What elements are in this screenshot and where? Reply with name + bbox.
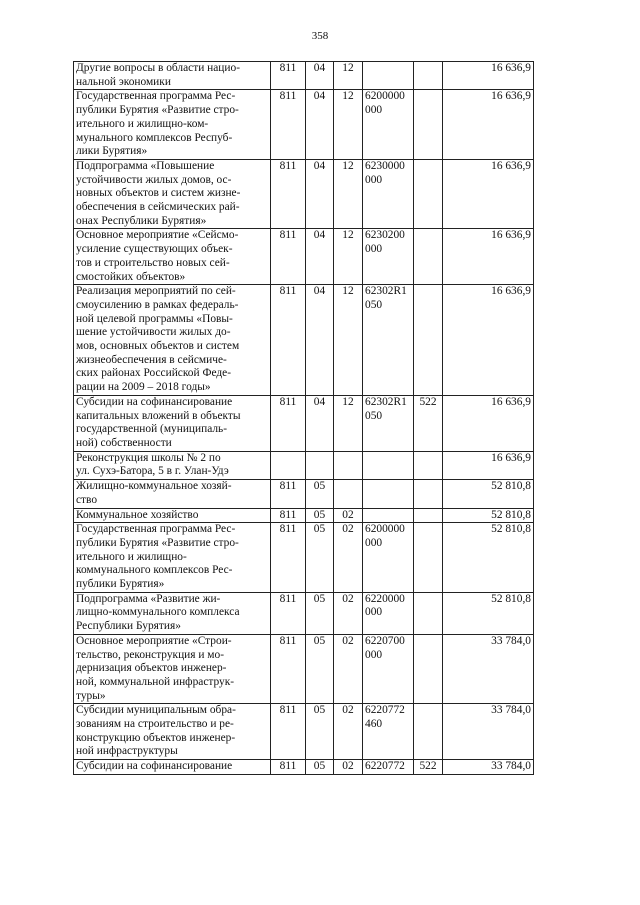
table-row — [74, 523, 534, 593]
cell-cs — [363, 480, 414, 508]
cell-vr — [414, 508, 443, 523]
cell-sum: 16 636,9 — [443, 395, 534, 451]
table-row — [74, 395, 534, 451]
cell-pr: 12 — [334, 229, 363, 285]
table-row — [74, 704, 534, 760]
cell-gr — [271, 451, 306, 479]
cell-rz: 04 — [306, 229, 334, 285]
cell-gr: 811 — [271, 523, 306, 593]
cell-name: Государственная программа Рес- публики Бурятия «Развитие стро- ительного и жилищно- коммунального комплексов Рес- публики Бурятия» — [74, 523, 271, 593]
table-row — [74, 592, 534, 634]
cell-rz: 04 — [306, 159, 334, 229]
cell-cs: 6230000 000 — [363, 159, 414, 229]
cell-pr — [334, 451, 363, 479]
cell-name: Государственная программа Рес- публики Бурятия «Развитие стро- ительного и жилищно-ком- мунального комплексов Респуб- лики Бурятия» — [74, 90, 271, 160]
budget-table-body — [74, 62, 534, 775]
cell-pr: 12 — [334, 159, 363, 229]
cell-pr: 02 — [334, 523, 363, 593]
cell-pr: 02 — [334, 592, 363, 634]
table-row — [74, 760, 534, 775]
cell-sum: 52 810,8 — [443, 592, 534, 634]
cell-rz: 05 — [306, 508, 334, 523]
cell-vr — [414, 634, 443, 704]
cell-rz: 05 — [306, 634, 334, 704]
cell-vr — [414, 704, 443, 760]
cell-sum: 52 810,8 — [443, 508, 534, 523]
cell-vr — [414, 480, 443, 508]
cell-pr: 02 — [334, 508, 363, 523]
cell-vr — [414, 62, 443, 90]
cell-pr: 12 — [334, 90, 363, 160]
cell-gr: 811 — [271, 760, 306, 775]
cell-sum: 16 636,9 — [443, 90, 534, 160]
cell-sum: 33 784,0 — [443, 760, 534, 775]
cell-name: Жилищно-коммунальное хозяй- ство — [74, 480, 271, 508]
cell-rz: 04 — [306, 62, 334, 90]
cell-cs: 62302R1 050 — [363, 395, 414, 451]
cell-name: Субсидии муниципальным обра- зованиям на строительство и ре- конструкцию объектов инженер- ной инфраструктуры — [74, 704, 271, 760]
cell-cs: 62302R1 050 — [363, 285, 414, 396]
cell-sum: 16 636,9 — [443, 285, 534, 396]
cell-gr: 811 — [271, 480, 306, 508]
table-row — [74, 90, 534, 160]
cell-gr: 811 — [271, 634, 306, 704]
cell-rz: 04 — [306, 285, 334, 396]
cell-pr: 12 — [334, 285, 363, 396]
page-number: 358 — [311, 30, 329, 42]
cell-gr: 811 — [271, 62, 306, 90]
cell-cs: 6200000 000 — [363, 523, 414, 593]
cell-name: Субсидии на софинансирование — [74, 760, 271, 775]
cell-gr: 811 — [271, 704, 306, 760]
table-row — [74, 62, 534, 90]
cell-cs: 6220772 — [363, 760, 414, 775]
cell-name: Субсидии на софинансирование капитальных вложений в объекты государственной (муниципаль- ной) собственности — [74, 395, 271, 451]
cell-vr — [414, 229, 443, 285]
table-row — [74, 480, 534, 508]
cell-name: Реконструкция школы № 2 по ул. Сухэ-Батора, 5 в г. Улан-Удэ — [74, 451, 271, 479]
cell-sum: 52 810,8 — [443, 523, 534, 593]
cell-pr — [334, 480, 363, 508]
cell-vr: 522 — [414, 760, 443, 775]
cell-cs: 6200000 000 — [363, 90, 414, 160]
cell-rz: 05 — [306, 760, 334, 775]
cell-vr — [414, 592, 443, 634]
cell-sum: 33 784,0 — [443, 634, 534, 704]
cell-cs: 6220700 000 — [363, 634, 414, 704]
cell-sum: 16 636,9 — [443, 159, 534, 229]
cell-cs: 6220000 000 — [363, 592, 414, 634]
cell-cs — [363, 451, 414, 479]
cell-vr — [414, 523, 443, 593]
cell-vr — [414, 159, 443, 229]
cell-cs — [363, 508, 414, 523]
cell-name: Реализация мероприятий по сей- смоусилению в рамках федераль- ной целевой программы «Повы- шение устойчивости жилых до- мов, основных объектов и систем жизнеобеспечения в сейсмиче- ских районах Российской Феде- рации на 2009 – 2018 годы» — [74, 285, 271, 396]
cell-sum: 16 636,9 — [443, 229, 534, 285]
cell-rz: 05 — [306, 704, 334, 760]
cell-cs: 6220772 460 — [363, 704, 414, 760]
table-row — [74, 634, 534, 704]
cell-vr: 522 — [414, 395, 443, 451]
cell-pr: 12 — [334, 395, 363, 451]
cell-name: Основное мероприятие «Сейсмо- усиление существующих объек- тов и строительство новых сей- смостойких объектов» — [74, 229, 271, 285]
cell-pr: 02 — [334, 760, 363, 775]
cell-rz — [306, 451, 334, 479]
cell-vr — [414, 90, 443, 160]
cell-gr: 811 — [271, 592, 306, 634]
table-row — [74, 285, 534, 396]
table-row — [74, 508, 534, 523]
cell-pr: 12 — [334, 62, 363, 90]
table-row — [74, 159, 534, 229]
cell-gr: 811 — [271, 90, 306, 160]
table-row — [74, 451, 534, 479]
cell-gr: 811 — [271, 395, 306, 451]
cell-cs: 6230200 000 — [363, 229, 414, 285]
cell-name: Подпрограмма «Повышение устойчивости жилых домов, ос- новных объектов и систем жизне- обеспечения в сейсмических рай- онах Республики Бурятия» — [74, 159, 271, 229]
cell-sum: 52 810,8 — [443, 480, 534, 508]
cell-rz: 04 — [306, 395, 334, 451]
cell-cs — [363, 62, 414, 90]
cell-rz: 04 — [306, 90, 334, 160]
cell-vr — [414, 451, 443, 479]
cell-gr: 811 — [271, 229, 306, 285]
cell-name: Коммунальное хозяйство — [74, 508, 271, 523]
cell-rz: 05 — [306, 480, 334, 508]
cell-gr: 811 — [271, 159, 306, 229]
cell-pr: 02 — [334, 634, 363, 704]
cell-name: Другие вопросы в области нацио- нальной экономики — [74, 62, 271, 90]
budget-table — [73, 61, 534, 775]
cell-rz: 05 — [306, 523, 334, 593]
cell-sum: 33 784,0 — [443, 704, 534, 760]
cell-vr — [414, 285, 443, 396]
cell-sum: 16 636,9 — [443, 451, 534, 479]
cell-name: Основное мероприятие «Строи- тельство, реконструкция и мо- дернизация объектов инженер- ной, коммунальной инфраструк- туры» — [74, 634, 271, 704]
cell-gr: 811 — [271, 285, 306, 396]
cell-sum: 16 636,9 — [443, 62, 534, 90]
cell-pr: 02 — [334, 704, 363, 760]
cell-gr: 811 — [271, 508, 306, 523]
table-row — [74, 229, 534, 285]
cell-rz: 05 — [306, 592, 334, 634]
cell-name: Подпрограмма «Развитие жи- лищно-коммунального комплекса Республики Бурятия» — [74, 592, 271, 634]
